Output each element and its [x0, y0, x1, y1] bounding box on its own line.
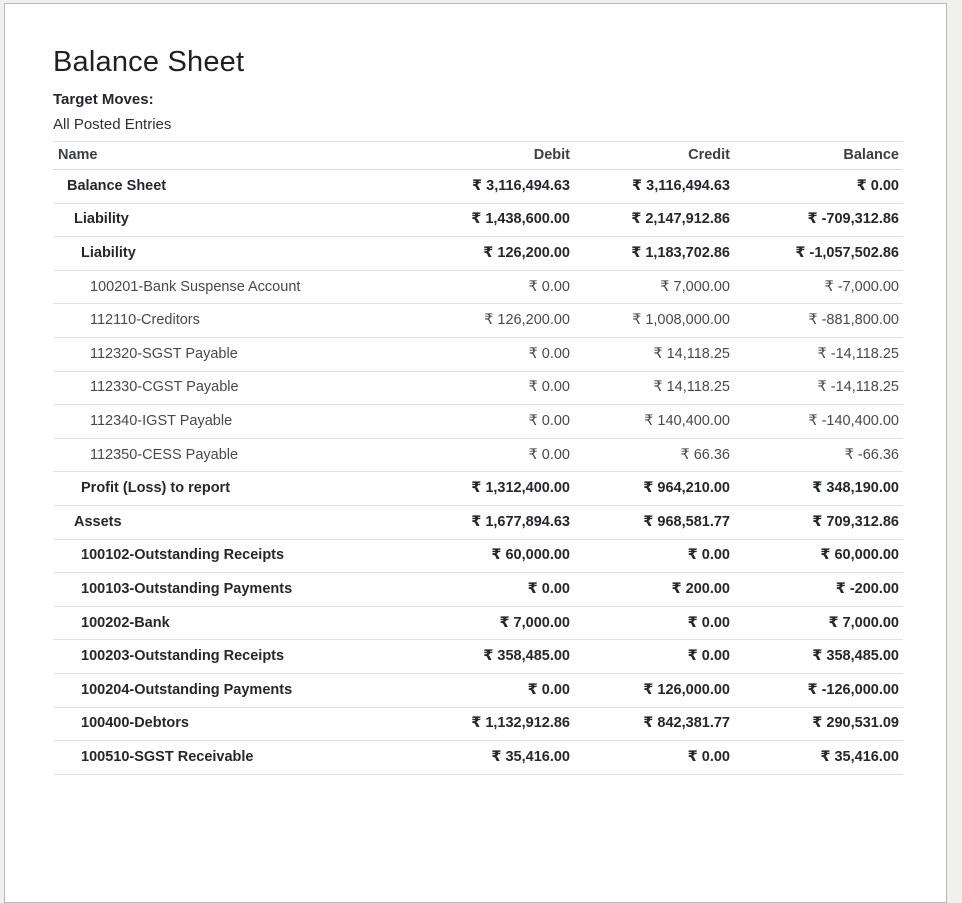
row-balance: ₹ -709,312.86: [734, 203, 903, 237]
column-header-name: Name: [53, 142, 419, 170]
row-name: 112350-CESS Payable: [53, 438, 419, 472]
row-balance: ₹ -140,400.00: [734, 405, 903, 439]
row-name: 112110-Creditors: [53, 304, 419, 338]
row-name: 112340-IGST Payable: [53, 405, 419, 439]
row-name: Assets: [53, 505, 419, 539]
row-credit: ₹ 3,116,494.63: [574, 170, 734, 204]
row-debit: ₹ 7,000.00: [419, 606, 574, 640]
row-name: 100103-Outstanding Payments: [53, 573, 419, 607]
report-body: [5, 4, 946, 775]
row-name: 100203-Outstanding Receipts: [53, 640, 419, 674]
row-name: 100202-Bank: [53, 606, 419, 640]
row-debit: ₹ 0.00: [419, 405, 574, 439]
table-row: [53, 371, 903, 405]
row-credit: ₹ 0.00: [574, 741, 734, 775]
column-header-credit: Credit: [574, 142, 734, 170]
row-debit: ₹ 126,200.00: [419, 304, 574, 338]
row-credit: ₹ 7,000.00: [574, 270, 734, 304]
table-row: [53, 405, 903, 439]
row-balance: ₹ 709,312.86: [734, 505, 903, 539]
row-debit: ₹ 0.00: [419, 270, 574, 304]
row-balance: ₹ 7,000.00: [734, 606, 903, 640]
row-balance: ₹ -881,800.00: [734, 304, 903, 338]
row-debit: ₹ 0.00: [419, 573, 574, 607]
table-row: [53, 304, 903, 338]
table-row: [53, 170, 903, 204]
table-row: [53, 539, 903, 573]
row-debit: ₹ 0.00: [419, 673, 574, 707]
row-name: 100102-Outstanding Receipts: [53, 539, 419, 573]
row-credit: ₹ 0.00: [574, 606, 734, 640]
row-debit: ₹ 60,000.00: [419, 539, 574, 573]
row-name: Balance Sheet: [53, 170, 419, 204]
row-balance: ₹ -1,057,502.86: [734, 237, 903, 271]
row-balance: ₹ 35,416.00: [734, 741, 903, 775]
table-row: [53, 741, 903, 775]
row-debit: ₹ 0.00: [419, 371, 574, 405]
row-balance: ₹ -200.00: [734, 573, 903, 607]
row-debit: ₹ 0.00: [419, 337, 574, 371]
table-row: [53, 203, 903, 237]
row-credit: ₹ 126,000.00: [574, 673, 734, 707]
row-debit: ₹ 358,485.00: [419, 640, 574, 674]
table-row: [53, 438, 903, 472]
row-balance: ₹ 60,000.00: [734, 539, 903, 573]
row-credit: ₹ 1,008,000.00: [574, 304, 734, 338]
report-page: [4, 3, 947, 903]
table-row: [53, 606, 903, 640]
table-header-row: [53, 142, 903, 170]
row-name: 112320-SGST Payable: [53, 337, 419, 371]
row-name: 112330-CGST Payable: [53, 371, 419, 405]
row-credit: ₹ 140,400.00: [574, 405, 734, 439]
row-balance: ₹ 348,190.00: [734, 472, 903, 506]
table-row: [53, 270, 903, 304]
row-balance: ₹ 0.00: [734, 170, 903, 204]
row-credit: ₹ 1,183,702.86: [574, 237, 734, 271]
row-debit: ₹ 35,416.00: [419, 741, 574, 775]
row-debit: ₹ 1,132,912.86: [419, 707, 574, 741]
row-credit: ₹ 2,147,912.86: [574, 203, 734, 237]
table-row: [53, 573, 903, 607]
row-debit: ₹ 1,312,400.00: [419, 472, 574, 506]
row-name: 100201-Bank Suspense Account: [53, 270, 419, 304]
table-row: [53, 337, 903, 371]
column-header-balance: Balance: [734, 142, 903, 170]
balance-sheet-table: [53, 141, 903, 775]
row-debit: ₹ 3,116,494.63: [419, 170, 574, 204]
table-row: [53, 640, 903, 674]
row-debit: ₹ 126,200.00: [419, 237, 574, 271]
row-name: Profit (Loss) to report: [53, 472, 419, 506]
table-row: [53, 673, 903, 707]
target-moves-label: Target Moves:: [53, 91, 154, 108]
row-credit: ₹ 14,118.25: [574, 371, 734, 405]
row-balance: ₹ -126,000.00: [734, 673, 903, 707]
row-credit: ₹ 14,118.25: [574, 337, 734, 371]
row-credit: ₹ 842,381.77: [574, 707, 734, 741]
row-credit: ₹ 0.00: [574, 539, 734, 573]
table-row: [53, 237, 903, 271]
row-balance: ₹ -14,118.25: [734, 337, 903, 371]
report-title: Balance Sheet: [53, 46, 245, 78]
row-name: Liability: [53, 203, 419, 237]
row-debit: ₹ 1,438,600.00: [419, 203, 574, 237]
table-row: [53, 472, 903, 506]
table-row: [53, 707, 903, 741]
row-balance: ₹ 290,531.09: [734, 707, 903, 741]
table-row: [53, 505, 903, 539]
row-balance: ₹ -7,000.00: [734, 270, 903, 304]
row-name: Liability: [53, 237, 419, 271]
row-name: 100400-Debtors: [53, 707, 419, 741]
row-name: 100510-SGST Receivable: [53, 741, 419, 775]
row-name: 100204-Outstanding Payments: [53, 673, 419, 707]
row-credit: ₹ 968,581.77: [574, 505, 734, 539]
column-header-debit: Debit: [419, 142, 574, 170]
row-credit: ₹ 964,210.00: [574, 472, 734, 506]
row-debit: ₹ 1,677,894.63: [419, 505, 574, 539]
row-balance: ₹ 358,485.00: [734, 640, 903, 674]
target-moves-value: All Posted Entries: [53, 116, 172, 133]
row-credit: ₹ 0.00: [574, 640, 734, 674]
row-balance: ₹ -14,118.25: [734, 371, 903, 405]
row-balance: ₹ -66.36: [734, 438, 903, 472]
row-credit: ₹ 200.00: [574, 573, 734, 607]
row-debit: ₹ 0.00: [419, 438, 574, 472]
row-credit: ₹ 66.36: [574, 438, 734, 472]
